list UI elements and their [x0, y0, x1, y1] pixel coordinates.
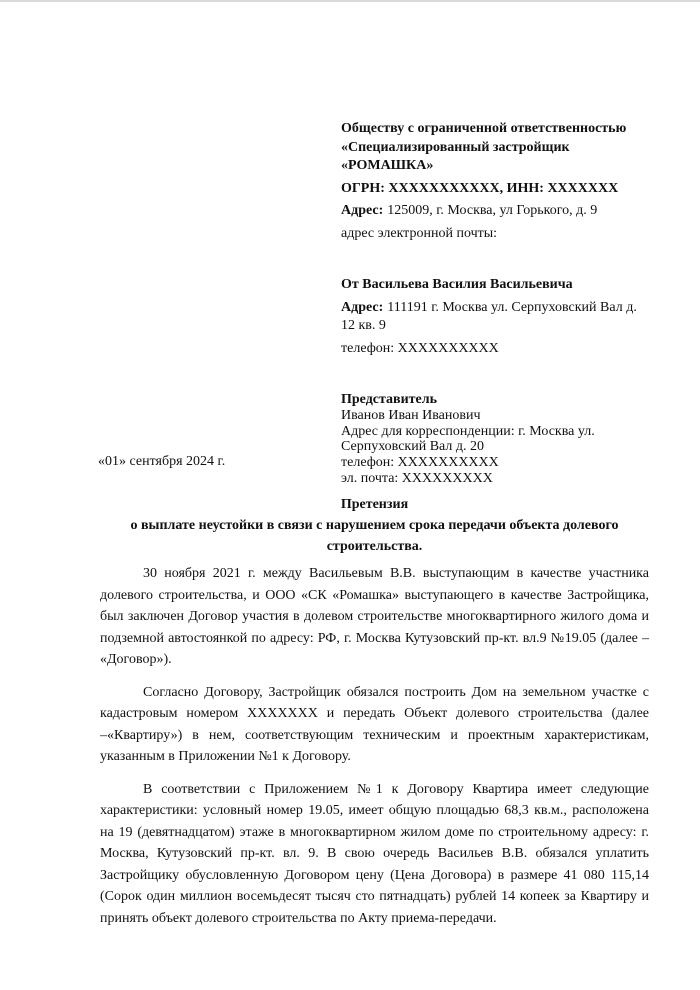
recipient-company-line-1: Обществу с ограниченной ответственностью: [341, 121, 627, 136]
sender-phone: телефон: XXXXXXXXXX: [341, 340, 499, 356]
representative-block: [341, 392, 653, 487]
sender-address-label: Адрес:: [341, 299, 384, 315]
recipient-email-line: адрес электронной почты:: [341, 225, 498, 241]
representative-email: эл. почта: XXXXXXXXX: [341, 470, 493, 486]
recipient-address: [341, 202, 653, 221]
recipient-company-line-2: «Специализированный застройщик: [341, 139, 570, 155]
recipient-ogrn-inn: ОГРН: XXXXXXXXXXX, ИНН: XXXXXXX: [341, 180, 619, 196]
recipient-company-line-3: «РОМАШКА»: [341, 158, 434, 173]
body-paragraph-3: В соответствии с Приложением №1 к Договору Квартира имеет следующие характеристики: условный номер 19.05, имеет общую площадью 68,3 кв.м., расположена на 19 (девятнадцатом) этаже в многоквартирном жилом доме по строительному адресу: г. Москва, Кутузовский пр-кт. вл. 9. В свою очередь Васильев В.В. обязался уплатить Застройщику обусловленную Договором цену (Цена Договора) в размере 41 080 115,14 (Сорок один миллион восемьдесят тысяч сто пятнадцать) рублей 14 копеек за Квартиру и принять объект долевого строительства по Акту приема-передачи.: [100, 781, 649, 926]
recipient-address-value: 125009, г. Москва, ул Горького, д. 9: [387, 203, 598, 218]
document-title: [100, 494, 649, 557]
recipient-address-label: Адрес:: [341, 203, 384, 218]
sender-block: [341, 276, 653, 358]
representative-address: Адрес для корреспонденции: г. Москва ул. Серпуховский Вал д. 20: [341, 423, 595, 455]
sender-heading: От Васильева Василия Васильевича: [341, 277, 573, 292]
document-date: «01» сентября 2024 г.: [98, 454, 226, 469]
letter-header: [341, 120, 653, 487]
representative-phone: телефон: XXXXXXXXXX: [341, 455, 499, 471]
sender-address-value: 111191 г. Москва ул. Серпуховский Вал д. 12 кв. 9: [341, 299, 637, 333]
body-paragraph-2: Согласно Договору, Застройщик обязался построить Дом на земельном участке с кадастровым номером XXXXXXX и передать Объект долевого строительства (далее –«Квартиру») в нем, соответствующим техническим и проектным характеристикам, указанным в Приложении №1 к Договору.: [100, 684, 649, 764]
sender-address: [341, 299, 653, 336]
representative-heading: Представитель: [341, 392, 438, 407]
body-paragraph-1: 30 ноября 2021 г. между Васильевым В.В. выступающим в качестве участника долевого строительства, и ООО «СК «Ромашка» выступающего в качестве Застройщика, был заключен Договор участия в долевом строительстве многоквартирного жилого дома и подземной автостоянкой по адресу: РФ, г. Москва Кутузовский пр-кт. вл.9 №19.05 (далее – «Договор»).: [100, 566, 649, 667]
document-body: [100, 563, 649, 940]
representative-name: Иванов Иван Иванович: [341, 407, 481, 423]
document-title-line-2: о выплате неустойки в связи с нарушением срока передачи объекта долевого строительства.: [130, 518, 619, 554]
document-title-line-1: Претензия: [340, 497, 409, 512]
recipient-block: [341, 120, 653, 243]
